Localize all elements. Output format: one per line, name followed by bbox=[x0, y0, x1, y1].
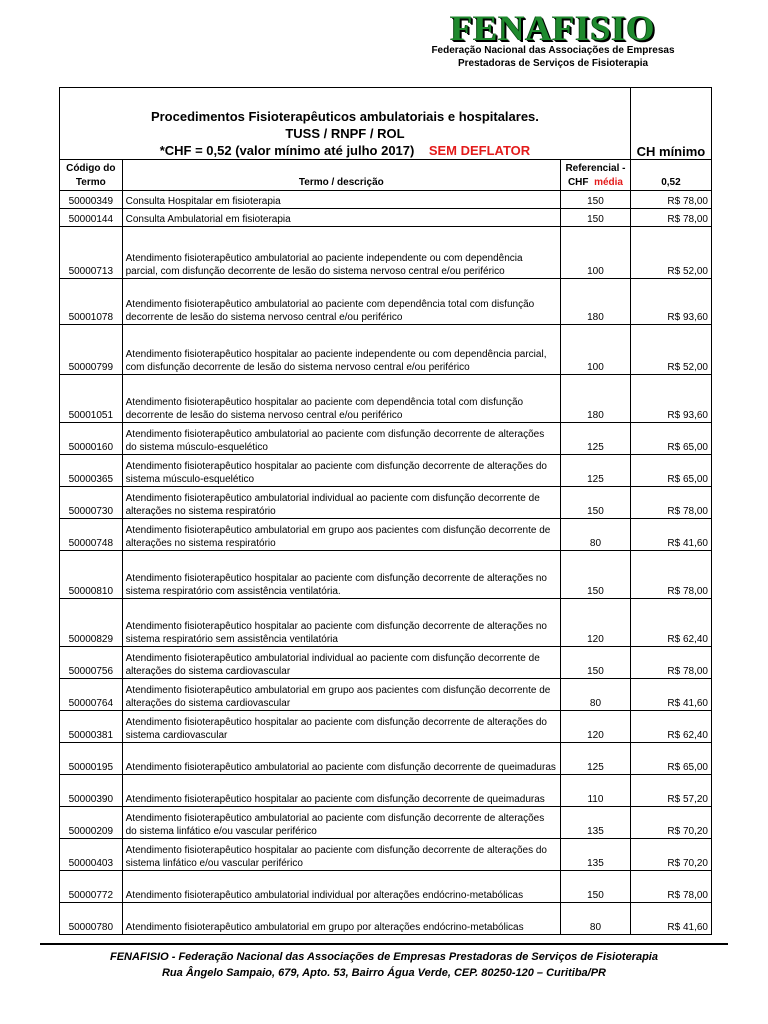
row-ref: 120 bbox=[561, 711, 631, 743]
row-code: 50000829 bbox=[60, 599, 123, 647]
row-ref: 125 bbox=[561, 743, 631, 775]
row-code: 50000209 bbox=[60, 807, 123, 839]
table-row bbox=[60, 551, 712, 599]
row-term: Atendimento fisioterapêutico hospitalar ao paciente com disfunção decorrente de alterações no sistema respiratório sem assistência ventilatória bbox=[122, 599, 560, 647]
row-value: R$ 78,00 bbox=[630, 551, 711, 599]
row-term: Atendimento fisioterapêutico ambulatorial individual por alterações endócrino-metabólicas bbox=[122, 871, 560, 903]
term-column-header: Termo / descrição bbox=[122, 160, 560, 191]
row-code: 50000730 bbox=[60, 487, 123, 519]
fenafisio-logo bbox=[398, 8, 708, 70]
row-value: R$ 41,60 bbox=[630, 903, 711, 935]
row-value: R$ 52,00 bbox=[630, 227, 711, 279]
table-row bbox=[60, 191, 712, 209]
table-row bbox=[60, 325, 712, 375]
row-term: Atendimento fisioterapêutico hospitalar ao paciente com dependência total com disfunção decorrente de lesão do sistema nervoso central e/ou periférico bbox=[122, 375, 560, 423]
row-ref: 125 bbox=[561, 423, 631, 455]
row-code: 50000713 bbox=[60, 227, 123, 279]
logo-subtitle-1: Federação Nacional das Associações de Empresas bbox=[431, 45, 675, 56]
table-row bbox=[60, 487, 712, 519]
title-line-1: Procedimentos Fisioterapêuticos ambulatoriais e hospitalares. bbox=[150, 109, 539, 124]
row-term: Atendimento fisioterapêutico ambulatorial ao paciente independente ou com dependência parcial, com disfunção decorrente de lesão do sistema nervoso central e/ou periférico bbox=[122, 227, 560, 279]
footer-line-2: Rua Ângelo Sampaio, 679, Apto. 53, Bairro Água Verde, CEP. 80250-120 – Curitiba/PR bbox=[161, 967, 607, 979]
logo-subtitle-2: Prestadoras de Serviços de Fisioterapia bbox=[457, 58, 649, 69]
table-row bbox=[60, 647, 712, 679]
row-ref: 150 bbox=[561, 487, 631, 519]
row-code: 50001051 bbox=[60, 375, 123, 423]
row-term: Atendimento fisioterapêutico hospitalar ao paciente com disfunção decorrente de alterações do sistema cardiovascular bbox=[122, 711, 560, 743]
table-row bbox=[60, 679, 712, 711]
column-header-row bbox=[60, 160, 712, 191]
row-code: 50000772 bbox=[60, 871, 123, 903]
row-term: Atendimento fisioterapêutico ambulatorial individual ao paciente com disfunção decorrente de alterações no sistema respiratório bbox=[122, 487, 560, 519]
row-ref: 150 bbox=[561, 191, 631, 209]
table-row bbox=[60, 375, 712, 423]
table-row bbox=[60, 775, 712, 807]
ref-header-line-2 bbox=[564, 176, 627, 190]
row-value: R$ 70,20 bbox=[630, 807, 711, 839]
row-term: Atendimento fisioterapêutico hospitalar ao paciente com disfunção decorrente de alterações no sistema respiratório com assistência ventilatória. bbox=[122, 551, 560, 599]
row-ref: 80 bbox=[561, 679, 631, 711]
row-value: R$ 62,40 bbox=[630, 711, 711, 743]
table-row bbox=[60, 209, 712, 227]
row-code: 50000403 bbox=[60, 839, 123, 871]
row-term: Atendimento fisioterapêutico ambulatorial em grupo aos pacientes com disfunção decorrente de alterações no sistema respiratório bbox=[122, 519, 560, 551]
row-term: Atendimento fisioterapêutico hospitalar ao paciente com disfunção decorrente de alterações do sistema músculo-esquelético bbox=[122, 455, 560, 487]
row-code: 50001078 bbox=[60, 279, 123, 325]
table-row bbox=[60, 839, 712, 871]
row-code: 50000799 bbox=[60, 325, 123, 375]
ref-header-media: média bbox=[594, 177, 623, 188]
ref-header-chf: CHF bbox=[567, 177, 589, 188]
row-value: R$ 78,00 bbox=[630, 487, 711, 519]
row-value: R$ 41,60 bbox=[630, 679, 711, 711]
row-term: Atendimento fisioterapêutico ambulatorial ao paciente com disfunção decorrente de alterações do sistema linfático e/ou vascular periférico bbox=[122, 807, 560, 839]
row-ref: 135 bbox=[561, 807, 631, 839]
row-value: R$ 65,00 bbox=[630, 455, 711, 487]
chf-note: *CHF = 0,52 (valor mínimo até julho 2017) bbox=[159, 143, 415, 158]
row-value: R$ 78,00 bbox=[630, 647, 711, 679]
row-code: 50000390 bbox=[60, 775, 123, 807]
row-ref: 150 bbox=[561, 209, 631, 227]
table-row bbox=[60, 423, 712, 455]
row-term: Consulta Hospitalar em fisioterapia bbox=[122, 191, 560, 209]
table-title bbox=[60, 88, 631, 160]
row-value: R$ 52,00 bbox=[630, 325, 711, 375]
row-value: R$ 57,20 bbox=[630, 775, 711, 807]
row-ref: 150 bbox=[561, 871, 631, 903]
footer bbox=[40, 949, 728, 981]
row-term: Atendimento fisioterapêutico ambulatorial ao paciente com disfunção decorrente de queimaduras bbox=[122, 743, 560, 775]
row-value: R$ 78,00 bbox=[630, 209, 711, 227]
row-term: Atendimento fisioterapêutico ambulatorial em grupo aos pacientes com disfunção decorrente de alterações do sistema cardiovascular bbox=[122, 679, 560, 711]
row-term: Atendimento fisioterapêutico ambulatorial em grupo por alterações endócrino-metabólicas bbox=[122, 903, 560, 935]
title-line-3 bbox=[63, 142, 627, 159]
footer-divider bbox=[40, 943, 728, 945]
footer-line-1: FENAFISIO - Federação Nacional das Associações de Empresas Prestadoras de Serviços de Fisioterapia bbox=[110, 951, 658, 963]
row-value: R$ 93,60 bbox=[630, 279, 711, 325]
row-ref: 180 bbox=[561, 279, 631, 325]
table-row bbox=[60, 711, 712, 743]
ref-column-header bbox=[561, 160, 631, 191]
row-code: 50000195 bbox=[60, 743, 123, 775]
row-ref: 80 bbox=[561, 519, 631, 551]
row-code: 50000748 bbox=[60, 519, 123, 551]
table-row bbox=[60, 455, 712, 487]
code-column-header: Código do Termo bbox=[60, 160, 123, 191]
logo-wordmark: FENAFISIO bbox=[450, 8, 656, 48]
row-value: R$ 65,00 bbox=[630, 423, 711, 455]
row-ref: 180 bbox=[561, 375, 631, 423]
table-row bbox=[60, 807, 712, 839]
row-term: Atendimento fisioterapêutico hospitalar ao paciente independente ou com dependência parcial, com disfunção decorrente de lesão do sistema nervoso central e/ou periférico bbox=[122, 325, 560, 375]
table-row bbox=[60, 227, 712, 279]
row-ref: 150 bbox=[561, 647, 631, 679]
row-ref: 100 bbox=[561, 325, 631, 375]
row-value: R$ 78,00 bbox=[630, 871, 711, 903]
title-line-2: TUSS / RNPF / ROL bbox=[285, 126, 405, 141]
ch-value-column-header: 0,52 bbox=[630, 160, 711, 191]
table-row bbox=[60, 743, 712, 775]
ref-header-line-1: Referencial - bbox=[565, 163, 626, 174]
ch-minimo-header: CH mínimo bbox=[630, 88, 711, 160]
deflator-label: SEM DEFLATOR bbox=[428, 143, 531, 158]
row-code: 50000780 bbox=[60, 903, 123, 935]
row-code: 50000764 bbox=[60, 679, 123, 711]
row-term: Atendimento fisioterapêutico hospitalar ao paciente com disfunção decorrente de alterações do sistema linfático e/ou vascular periférico bbox=[122, 839, 560, 871]
row-code: 50000349 bbox=[60, 191, 123, 209]
row-ref: 135 bbox=[561, 839, 631, 871]
row-term: Atendimento fisioterapêutico ambulatorial individual ao paciente com disfunção decorrente de alterações do sistema cardiovascular bbox=[122, 647, 560, 679]
table-row bbox=[60, 519, 712, 551]
row-code: 50000756 bbox=[60, 647, 123, 679]
procedures-table bbox=[59, 87, 712, 935]
row-code: 50000144 bbox=[60, 209, 123, 227]
row-term: Atendimento fisioterapêutico hospitalar ao paciente com disfunção decorrente de queimaduras bbox=[122, 775, 560, 807]
row-value: R$ 78,00 bbox=[630, 191, 711, 209]
table-title-row bbox=[60, 88, 712, 160]
row-term: Consulta Ambulatorial em fisioterapia bbox=[122, 209, 560, 227]
row-ref: 80 bbox=[561, 903, 631, 935]
row-ref: 120 bbox=[561, 599, 631, 647]
table-row bbox=[60, 599, 712, 647]
row-value: R$ 70,20 bbox=[630, 839, 711, 871]
row-code: 50000810 bbox=[60, 551, 123, 599]
row-value: R$ 41,60 bbox=[630, 519, 711, 551]
row-code: 50000381 bbox=[60, 711, 123, 743]
table-row bbox=[60, 903, 712, 935]
row-ref: 125 bbox=[561, 455, 631, 487]
row-term: Atendimento fisioterapêutico ambulatorial ao paciente com dependência total com disfunção decorrente de lesão do sistema nervoso central e/ou periférico bbox=[122, 279, 560, 325]
row-value: R$ 62,40 bbox=[630, 599, 711, 647]
table-row bbox=[60, 279, 712, 325]
table-body bbox=[60, 191, 712, 935]
row-term: Atendimento fisioterapêutico ambulatorial ao paciente com disfunção decorrente de alterações do sistema músculo-esquelético bbox=[122, 423, 560, 455]
row-code: 50000160 bbox=[60, 423, 123, 455]
table-row bbox=[60, 871, 712, 903]
row-ref: 100 bbox=[561, 227, 631, 279]
row-ref: 150 bbox=[561, 551, 631, 599]
row-value: R$ 93,60 bbox=[630, 375, 711, 423]
row-code: 50000365 bbox=[60, 455, 123, 487]
row-value: R$ 65,00 bbox=[630, 743, 711, 775]
row-ref: 110 bbox=[561, 775, 631, 807]
